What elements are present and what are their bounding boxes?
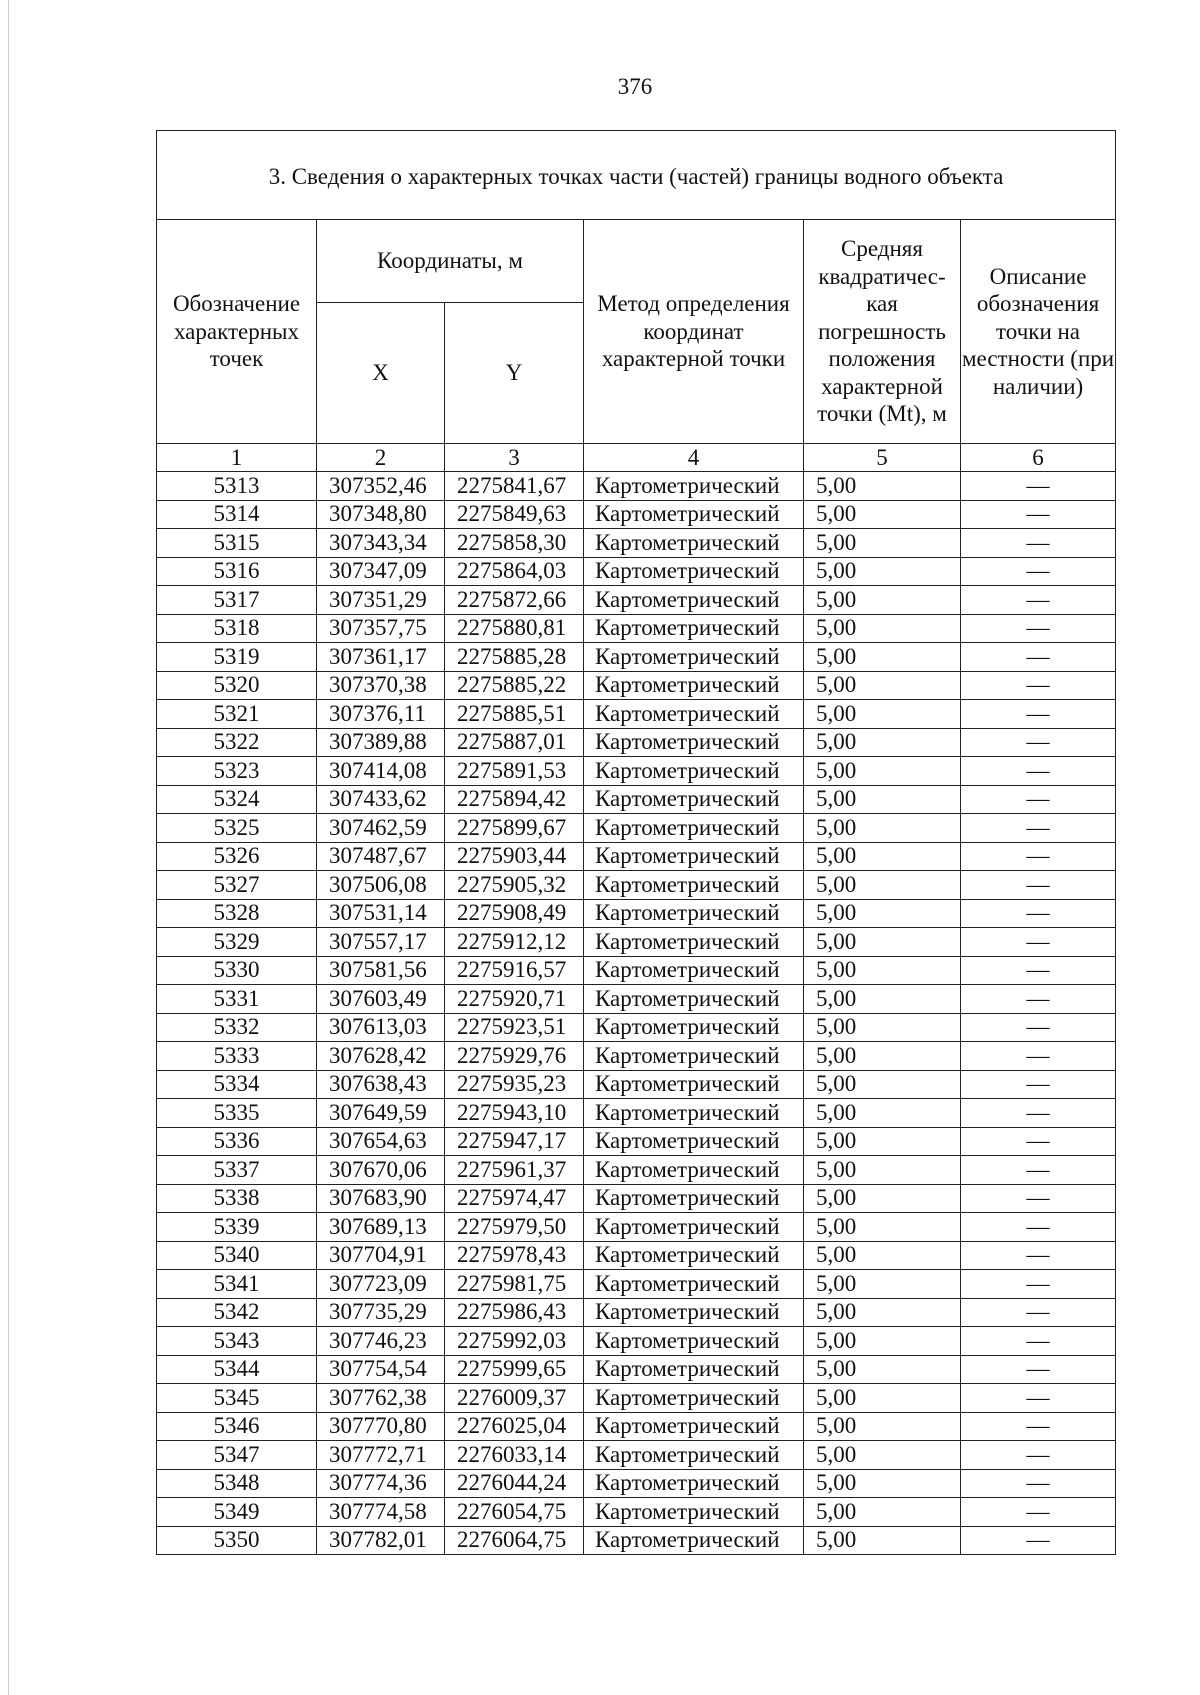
method-cell: Картометрический [584, 1213, 804, 1242]
description-cell: — [961, 1298, 1116, 1327]
table-row [157, 529, 1116, 558]
x-coordinate-cell: 307343,34 [317, 529, 445, 558]
table-row [157, 1327, 1116, 1356]
y-coordinate-cell: 2275841,67 [445, 472, 584, 501]
description-cell: — [961, 757, 1116, 786]
table-row [157, 1270, 1116, 1299]
point-id-cell: 5350 [157, 1526, 317, 1555]
x-coordinate-cell: 307654,63 [317, 1127, 445, 1156]
method-cell: Картометрический [584, 1498, 804, 1527]
y-coordinate-cell: 2275999,65 [445, 1355, 584, 1384]
point-id-cell: 5339 [157, 1213, 317, 1242]
description-cell: — [961, 842, 1116, 871]
description-cell: — [961, 1441, 1116, 1470]
page-number: 376 [617, 74, 653, 99]
y-coordinate-cell: 2275947,17 [445, 1127, 584, 1156]
column-number: 4 [584, 444, 804, 472]
x-coordinate-cell: 307774,58 [317, 1498, 445, 1527]
x-coordinate-cell: 307389,88 [317, 728, 445, 757]
error-cell: 5,00 [804, 1298, 961, 1327]
description-cell: — [961, 1156, 1116, 1185]
error-cell: 5,00 [804, 557, 961, 586]
y-coordinate-cell: 2276025,04 [445, 1412, 584, 1441]
method-cell: Картометрический [584, 842, 804, 871]
point-id-cell: 5325 [157, 814, 317, 843]
table-row [157, 1070, 1116, 1099]
point-id-cell: 5322 [157, 728, 317, 757]
method-cell: Картометрический [584, 757, 804, 786]
y-coordinate-cell: 2275887,01 [445, 728, 584, 757]
header-y: Y [445, 303, 584, 444]
y-coordinate-cell: 2275943,10 [445, 1099, 584, 1128]
method-cell: Картометрический [584, 472, 804, 501]
method-cell: Картометрический [584, 1327, 804, 1356]
method-cell: Картометрический [584, 1013, 804, 1042]
description-cell: — [961, 871, 1116, 900]
description-cell: — [961, 1469, 1116, 1498]
method-cell: Картометрический [584, 899, 804, 928]
column-number: 6 [961, 444, 1116, 472]
point-id-cell: 5345 [157, 1384, 317, 1413]
error-cell: 5,00 [804, 500, 961, 529]
x-coordinate-cell: 307746,23 [317, 1327, 445, 1356]
description-cell: — [961, 1498, 1116, 1527]
x-coordinate-cell: 307754,54 [317, 1355, 445, 1384]
point-id-cell: 5327 [157, 871, 317, 900]
point-id-cell: 5315 [157, 529, 317, 558]
table-row [157, 1241, 1116, 1270]
table-row [157, 871, 1116, 900]
point-id-cell: 5326 [157, 842, 317, 871]
description-cell: — [961, 586, 1116, 615]
point-id-cell: 5335 [157, 1099, 317, 1128]
point-id-cell: 5319 [157, 643, 317, 672]
x-coordinate-cell: 307433,62 [317, 785, 445, 814]
error-cell: 5,00 [804, 871, 961, 900]
point-id-cell: 5338 [157, 1184, 317, 1213]
method-cell: Картометрический [584, 1526, 804, 1555]
table-row [157, 814, 1116, 843]
table-row [157, 1013, 1116, 1042]
column-numbers-row [157, 444, 1116, 472]
table-row [157, 1042, 1116, 1071]
table-row [157, 472, 1116, 501]
table-title-row [157, 131, 1116, 220]
method-cell: Картометрический [584, 1469, 804, 1498]
y-coordinate-cell: 2275978,43 [445, 1241, 584, 1270]
table-row [157, 1184, 1116, 1213]
x-coordinate-cell: 307782,01 [317, 1526, 445, 1555]
y-coordinate-cell: 2275885,28 [445, 643, 584, 672]
point-id-cell: 5323 [157, 757, 317, 786]
x-coordinate-cell: 307613,03 [317, 1013, 445, 1042]
method-cell: Картометрический [584, 1355, 804, 1384]
table-row [157, 1127, 1116, 1156]
y-coordinate-cell: 2275903,44 [445, 842, 584, 871]
y-coordinate-cell: 2275923,51 [445, 1013, 584, 1042]
method-cell: Картометрический [584, 1042, 804, 1071]
y-coordinate-cell: 2275961,37 [445, 1156, 584, 1185]
method-cell: Картометрический [584, 785, 804, 814]
y-coordinate-cell: 2275864,03 [445, 557, 584, 586]
y-coordinate-cell: 2275858,30 [445, 529, 584, 558]
y-coordinate-cell: 2276054,75 [445, 1498, 584, 1527]
x-coordinate-cell: 307357,75 [317, 614, 445, 643]
error-cell: 5,00 [804, 614, 961, 643]
y-coordinate-cell: 2275981,75 [445, 1270, 584, 1299]
description-cell: — [961, 1070, 1116, 1099]
x-coordinate-cell: 307670,06 [317, 1156, 445, 1185]
error-cell: 5,00 [804, 472, 961, 501]
table-row [157, 557, 1116, 586]
error-cell: 5,00 [804, 1042, 961, 1071]
table-row [157, 785, 1116, 814]
description-cell: — [961, 671, 1116, 700]
method-cell: Картометрический [584, 1127, 804, 1156]
error-cell: 5,00 [804, 1270, 961, 1299]
method-cell: Картометрический [584, 985, 804, 1014]
y-coordinate-cell: 2275916,57 [445, 956, 584, 985]
description-cell: — [961, 1184, 1116, 1213]
table-row [157, 500, 1116, 529]
error-cell: 5,00 [804, 529, 961, 558]
x-coordinate-cell: 307531,14 [317, 899, 445, 928]
description-cell: — [961, 1270, 1116, 1299]
x-coordinate-cell: 307762,38 [317, 1384, 445, 1413]
y-coordinate-cell: 2275872,66 [445, 586, 584, 615]
method-cell: Картометрический [584, 1241, 804, 1270]
description-cell: — [961, 1241, 1116, 1270]
y-coordinate-cell: 2275986,43 [445, 1298, 584, 1327]
description-cell: — [961, 1384, 1116, 1413]
y-coordinate-cell: 2275912,12 [445, 928, 584, 957]
method-cell: Картометрический [584, 1298, 804, 1327]
table-row [157, 842, 1116, 871]
error-cell: 5,00 [804, 785, 961, 814]
x-coordinate-cell: 307351,29 [317, 586, 445, 615]
x-coordinate-cell: 307487,67 [317, 842, 445, 871]
boundary-points-table [156, 130, 1116, 1555]
x-coordinate-cell: 307462,59 [317, 814, 445, 843]
description-cell: — [961, 728, 1116, 757]
x-coordinate-cell: 307370,38 [317, 671, 445, 700]
point-id-cell: 5321 [157, 700, 317, 729]
error-cell: 5,00 [804, 842, 961, 871]
point-id-cell: 5347 [157, 1441, 317, 1470]
table-row [157, 928, 1116, 957]
error-cell: 5,00 [804, 728, 961, 757]
error-cell: 5,00 [804, 1184, 961, 1213]
error-cell: 5,00 [804, 1013, 961, 1042]
method-cell: Картометрический [584, 928, 804, 957]
point-id-cell: 5346 [157, 1412, 317, 1441]
description-cell: — [961, 1099, 1116, 1128]
description-cell: — [961, 814, 1116, 843]
error-cell: 5,00 [804, 1441, 961, 1470]
y-coordinate-cell: 2275880,81 [445, 614, 584, 643]
error-cell: 5,00 [804, 1327, 961, 1356]
error-cell: 5,00 [804, 1127, 961, 1156]
point-id-cell: 5318 [157, 614, 317, 643]
x-coordinate-cell: 307689,13 [317, 1213, 445, 1242]
table-row [157, 1213, 1116, 1242]
description-cell: — [961, 1213, 1116, 1242]
x-coordinate-cell: 307557,17 [317, 928, 445, 957]
error-cell: 5,00 [804, 1099, 961, 1128]
error-cell: 5,00 [804, 1412, 961, 1441]
table-row [157, 1355, 1116, 1384]
method-cell: Картометрический [584, 643, 804, 672]
y-coordinate-cell: 2275979,50 [445, 1213, 584, 1242]
point-id-cell: 5337 [157, 1156, 317, 1185]
description-cell: — [961, 557, 1116, 586]
method-cell: Картометрический [584, 557, 804, 586]
y-coordinate-cell: 2275992,03 [445, 1327, 584, 1356]
method-cell: Картометрический [584, 1384, 804, 1413]
x-coordinate-cell: 307628,42 [317, 1042, 445, 1071]
point-id-cell: 5316 [157, 557, 317, 586]
table-row [157, 1441, 1116, 1470]
x-coordinate-cell: 307723,09 [317, 1270, 445, 1299]
table-row [157, 1469, 1116, 1498]
table-row [157, 956, 1116, 985]
description-cell: — [961, 500, 1116, 529]
x-coordinate-cell: 307376,11 [317, 700, 445, 729]
error-cell: 5,00 [804, 985, 961, 1014]
error-cell: 5,00 [804, 700, 961, 729]
y-coordinate-cell: 2275894,42 [445, 785, 584, 814]
method-cell: Картометрический [584, 700, 804, 729]
point-id-cell: 5332 [157, 1013, 317, 1042]
x-coordinate-cell: 307347,09 [317, 557, 445, 586]
column-number: 1 [157, 444, 317, 472]
method-cell: Картометрический [584, 1270, 804, 1299]
header-row-1 [157, 220, 1116, 303]
description-cell: — [961, 1355, 1116, 1384]
x-coordinate-cell: 307361,17 [317, 643, 445, 672]
column-number: 5 [804, 444, 961, 472]
point-id-cell: 5317 [157, 586, 317, 615]
table-title: 3. Сведения о характерных точках части (частей) границы водного объекта [157, 131, 1116, 220]
header-error: Средняя квадратичес-кая погрешность положения характерной точки (Mt), м [804, 220, 961, 444]
y-coordinate-cell: 2275885,51 [445, 700, 584, 729]
point-id-cell: 5333 [157, 1042, 317, 1071]
point-id-cell: 5336 [157, 1127, 317, 1156]
method-cell: Картометрический [584, 671, 804, 700]
method-cell: Картометрический [584, 814, 804, 843]
table-row [157, 1156, 1116, 1185]
method-cell: Картометрический [584, 500, 804, 529]
header-method: Метод определения координат характерной точки [584, 220, 804, 444]
point-id-cell: 5324 [157, 785, 317, 814]
x-coordinate-cell: 307704,91 [317, 1241, 445, 1270]
x-coordinate-cell: 307581,56 [317, 956, 445, 985]
table-row [157, 700, 1116, 729]
description-cell: — [961, 928, 1116, 957]
error-cell: 5,00 [804, 928, 961, 957]
point-id-cell: 5343 [157, 1327, 317, 1356]
x-coordinate-cell: 307770,80 [317, 1412, 445, 1441]
table-row [157, 728, 1116, 757]
point-id-cell: 5349 [157, 1498, 317, 1527]
y-coordinate-cell: 2275899,67 [445, 814, 584, 843]
description-cell: — [961, 1526, 1116, 1555]
error-cell: 5,00 [804, 1156, 961, 1185]
error-cell: 5,00 [804, 1526, 961, 1555]
header-designation: Обозначение характерных точек [157, 220, 317, 444]
error-cell: 5,00 [804, 1469, 961, 1498]
error-cell: 5,00 [804, 956, 961, 985]
error-cell: 5,00 [804, 814, 961, 843]
method-cell: Картометрический [584, 956, 804, 985]
y-coordinate-cell: 2275885,22 [445, 671, 584, 700]
description-cell: — [961, 614, 1116, 643]
point-id-cell: 5331 [157, 985, 317, 1014]
method-cell: Картометрический [584, 1184, 804, 1213]
point-id-cell: 5342 [157, 1298, 317, 1327]
method-cell: Картометрический [584, 614, 804, 643]
x-coordinate-cell: 307774,36 [317, 1469, 445, 1498]
description-cell: — [961, 529, 1116, 558]
method-cell: Картометрический [584, 1070, 804, 1099]
y-coordinate-cell: 2275920,71 [445, 985, 584, 1014]
y-coordinate-cell: 2276044,24 [445, 1469, 584, 1498]
header-description: Описание обозначения точки на местности (при наличии) [961, 220, 1116, 444]
column-number: 3 [445, 444, 584, 472]
header-x: X [317, 303, 445, 444]
x-coordinate-cell: 307506,08 [317, 871, 445, 900]
error-cell: 5,00 [804, 899, 961, 928]
table-row [157, 671, 1116, 700]
y-coordinate-cell: 2276009,37 [445, 1384, 584, 1413]
y-coordinate-cell: 2275905,32 [445, 871, 584, 900]
table-row [157, 586, 1116, 615]
method-cell: Картометрический [584, 586, 804, 615]
error-cell: 5,00 [804, 586, 961, 615]
table-row [157, 985, 1116, 1014]
header-coordinates: Координаты, м [317, 220, 584, 303]
y-coordinate-cell: 2275891,53 [445, 757, 584, 786]
y-coordinate-cell: 2276033,14 [445, 1441, 584, 1470]
table-row [157, 614, 1116, 643]
method-cell: Картометрический [584, 1099, 804, 1128]
method-cell: Картометрический [584, 529, 804, 558]
table-row [157, 1412, 1116, 1441]
x-coordinate-cell: 307735,29 [317, 1298, 445, 1327]
table-row [157, 757, 1116, 786]
description-cell: — [961, 1127, 1116, 1156]
scan-edge-line [8, 0, 9, 1695]
error-cell: 5,00 [804, 1213, 961, 1242]
method-cell: Картометрический [584, 1156, 804, 1185]
method-cell: Картометрический [584, 1412, 804, 1441]
method-cell: Картометрический [584, 871, 804, 900]
y-coordinate-cell: 2275908,49 [445, 899, 584, 928]
error-cell: 5,00 [804, 1355, 961, 1384]
point-id-cell: 5334 [157, 1070, 317, 1099]
y-coordinate-cell: 2275849,63 [445, 500, 584, 529]
error-cell: 5,00 [804, 1241, 961, 1270]
x-coordinate-cell: 307348,80 [317, 500, 445, 529]
point-id-cell: 5344 [157, 1355, 317, 1384]
error-cell: 5,00 [804, 757, 961, 786]
table-row [157, 1099, 1116, 1128]
table-row [157, 899, 1116, 928]
error-cell: 5,00 [804, 1384, 961, 1413]
description-cell: — [961, 1327, 1116, 1356]
description-cell: — [961, 700, 1116, 729]
y-coordinate-cell: 2276064,75 [445, 1526, 584, 1555]
description-cell: — [961, 985, 1116, 1014]
point-id-cell: 5340 [157, 1241, 317, 1270]
point-id-cell: 5329 [157, 928, 317, 957]
y-coordinate-cell: 2275935,23 [445, 1070, 584, 1099]
error-cell: 5,00 [804, 671, 961, 700]
x-coordinate-cell: 307603,49 [317, 985, 445, 1014]
description-cell: — [961, 1042, 1116, 1071]
description-cell: — [961, 785, 1116, 814]
error-cell: 5,00 [804, 1498, 961, 1527]
x-coordinate-cell: 307683,90 [317, 1184, 445, 1213]
x-coordinate-cell: 307414,08 [317, 757, 445, 786]
table-row [157, 1526, 1116, 1555]
description-cell: — [961, 956, 1116, 985]
y-coordinate-cell: 2275974,47 [445, 1184, 584, 1213]
point-id-cell: 5348 [157, 1469, 317, 1498]
point-id-cell: 5313 [157, 472, 317, 501]
description-cell: — [961, 1412, 1116, 1441]
point-id-cell: 5320 [157, 671, 317, 700]
table-row [157, 1498, 1116, 1527]
table-row [157, 1384, 1116, 1413]
description-cell: — [961, 643, 1116, 672]
table-row [157, 1298, 1116, 1327]
method-cell: Картометрический [584, 1441, 804, 1470]
error-cell: 5,00 [804, 1070, 961, 1099]
description-cell: — [961, 472, 1116, 501]
x-coordinate-cell: 307649,59 [317, 1099, 445, 1128]
point-id-cell: 5314 [157, 500, 317, 529]
y-coordinate-cell: 2275929,76 [445, 1042, 584, 1071]
x-coordinate-cell: 307772,71 [317, 1441, 445, 1470]
x-coordinate-cell: 307352,46 [317, 472, 445, 501]
point-id-cell: 5328 [157, 899, 317, 928]
point-id-cell: 5330 [157, 956, 317, 985]
description-cell: — [961, 1013, 1116, 1042]
x-coordinate-cell: 307638,43 [317, 1070, 445, 1099]
point-id-cell: 5341 [157, 1270, 317, 1299]
description-cell: — [961, 899, 1116, 928]
error-cell: 5,00 [804, 643, 961, 672]
table-row [157, 643, 1116, 672]
method-cell: Картометрический [584, 728, 804, 757]
column-number: 2 [317, 444, 445, 472]
